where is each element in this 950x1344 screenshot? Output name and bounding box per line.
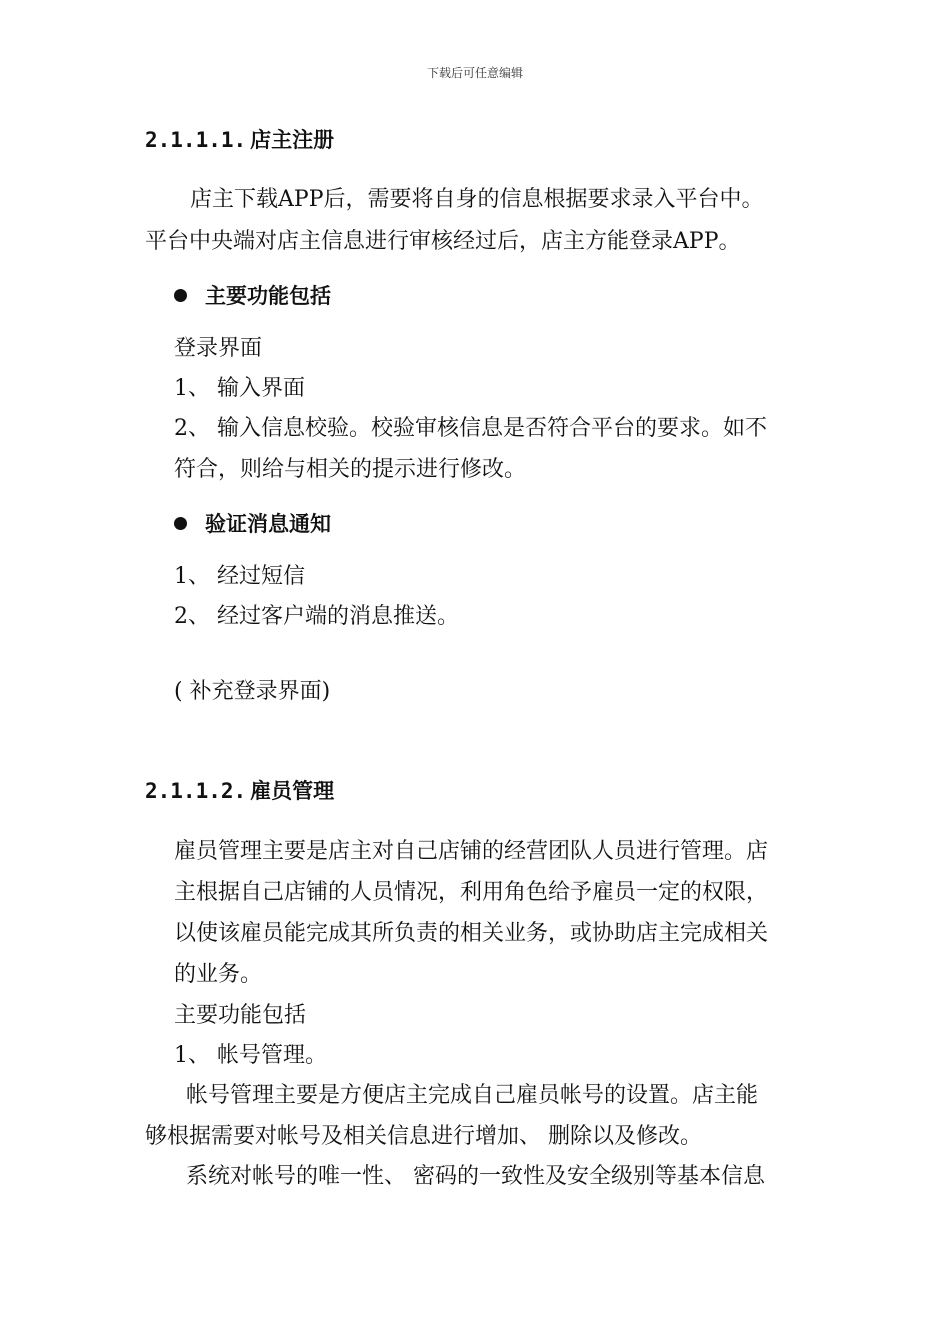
list-item: 1、 经过短信: [174, 564, 305, 589]
section-title: 店主注册: [250, 128, 335, 152]
paragraph-line: 以使该雇员能完成其所负责的相关业务，或协助店主完成相关: [174, 921, 769, 946]
section-title: 雇员管理: [250, 779, 335, 803]
login-title: 登录界面: [174, 336, 263, 361]
paragraph-line: 帐号管理主要是方便店主完成自己雇员帐号的设置。店主能: [186, 1083, 759, 1108]
list-item: 符合，则给与相关的提示进行修改。: [174, 457, 527, 482]
page-header: 下载后可任意编辑: [426, 66, 523, 80]
section-number: 2.1.1.1.: [145, 128, 247, 152]
supplement-note: ( 补充登录界面): [174, 679, 331, 704]
paragraph-line: 的业务。: [174, 962, 263, 987]
bullet-dot-icon: [174, 289, 187, 302]
section-number: 2.1.1.2.: [145, 779, 247, 803]
list-item: 2、 输入信息校验。校验审核信息是否符合平台的要求。如不: [174, 416, 767, 441]
section-heading-1: [145, 124, 334, 154]
intro-line-1: 店主下载APP后，需要将自身的信息根据要求录入平台中。: [190, 187, 764, 212]
section-heading-2: [145, 775, 334, 805]
paragraph-line: 雇员管理主要是店主对自己店铺的经营团队人员进行管理。店: [174, 839, 769, 864]
intro-line-2: 平台中央端对店主信息进行审核经过后，店主方能登录APP。: [145, 229, 741, 254]
list-item: 2、 经过客户端的消息推送。: [174, 604, 459, 629]
list-item: 1、 帐号管理。: [174, 1043, 327, 1068]
paragraph-line: 系统对帐号的唯一性、 密码的一致性及安全级别等基本信息: [186, 1164, 765, 1189]
bullet-dot-icon: [174, 517, 187, 530]
bullet-main-functions: [174, 280, 331, 310]
bullet-label: 主要功能包括: [205, 284, 331, 308]
paragraph-line: 主根据自己店铺的人员情况，利用角色给予雇员一定的权限，: [174, 880, 769, 905]
func-title: 主要功能包括: [174, 1003, 307, 1028]
list-item: 1、 输入界面: [174, 376, 305, 401]
bullet-verify-notify: [174, 508, 331, 538]
paragraph-line: 够根据需要对帐号及相关信息进行增加、 删除以及修改。: [145, 1124, 702, 1149]
bullet-label: 验证消息通知: [205, 512, 331, 536]
